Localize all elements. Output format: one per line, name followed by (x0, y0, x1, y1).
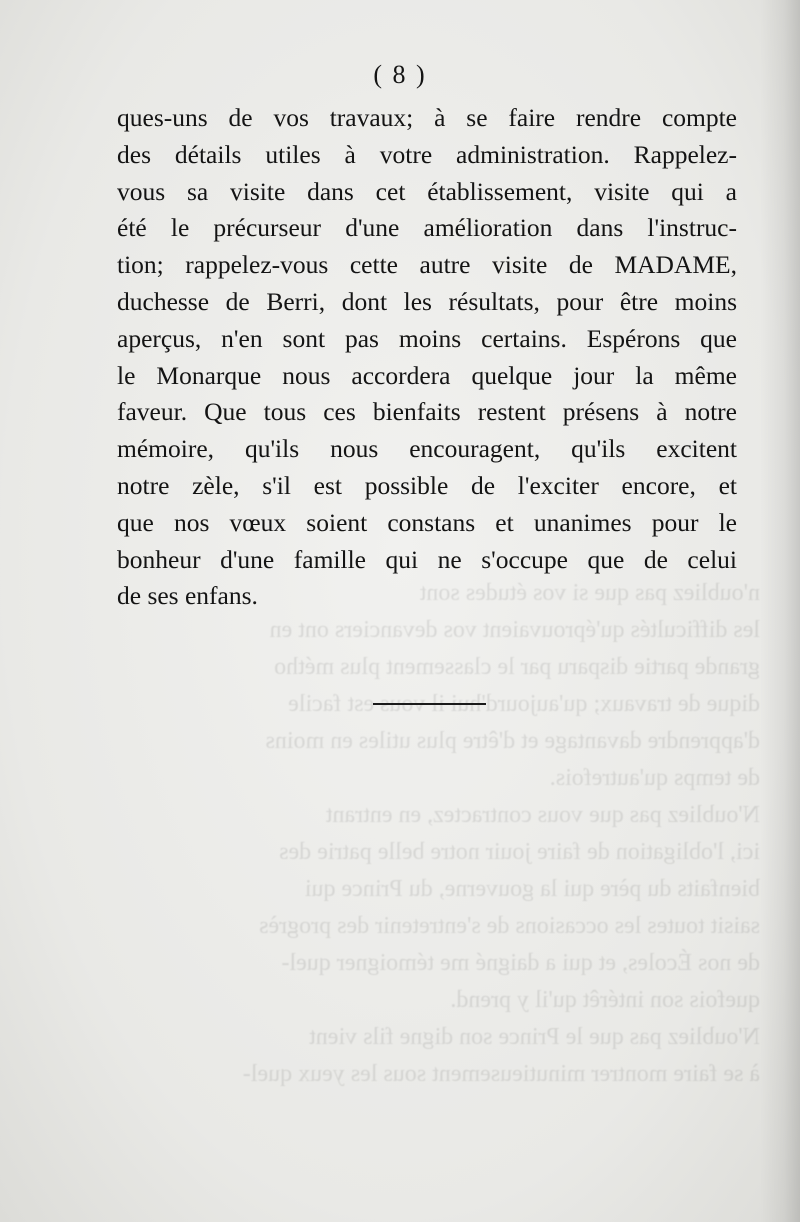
body-paragraph (117, 100, 737, 615)
section-divider-rule (373, 703, 486, 705)
text-line: aperçus, n'en sont pas moins certains. Espérons que (117, 323, 737, 353)
text-line: ques-uns de vos travaux; à se faire rendre compte (117, 103, 737, 132)
text-line: des détails utiles à votre administration. Rappelez- (117, 139, 737, 169)
text-line: le Monarque nous accordera quelque jour la même (117, 360, 737, 390)
text-line: vous sa visite dans cet établissement, visite qui a (117, 176, 737, 206)
text-line: faveur. Que tous ces bienfaits restent présens à notre (117, 397, 737, 427)
page-number: ( 8 ) (373, 60, 427, 89)
text-line: tion; rappelez-vous cette autre visite de MADAME, (117, 250, 737, 280)
text-line: bonheur d'une famille qui ne s'occupe que de celui (117, 544, 737, 574)
page-edge-shadow (760, 0, 800, 1222)
text-line-last: de ses enfans. (117, 581, 258, 611)
text-line: été le précurseur d'une amélioration dans l'instruc- (117, 213, 737, 243)
text-line: notre zèle, s'il est possible de l'exciter encore, et (117, 470, 737, 500)
text-line: que nos vœux soient constans et unanimes pour le (117, 507, 737, 537)
text-line: duchesse de Berri, dont les résultats, pour être moins (117, 286, 737, 316)
text-line: mémoire, qu'ils nous encouragent, qu'ils excitent (117, 434, 737, 464)
bleed-through-texture: n'oubliez pas que si vos études sont les difficultés qu'éprouvaient vos devanciers ont en grande partie disparu par le classement plus métho dique de travaux; qu'aujourd'hui il vous est facile d'apprendre davantage et d'être plus utiles en moins de temps qu'autrefois. N'oubliez pas que vous contractez, en entrant ici, l'obligation de faire jouir notre belle patrie des bienfaits du père qui la gouverne, du Prince qui saisit toutes les occasions de s'entretenir des progrès de nos Écoles, et qui a daigné me témoigner quel- quefois son intérêt qu'il y prend. N'oubliez pas que le Prince son digne fils vient à se faire montrer minutieusement sous les yeux quel- (242, 580, 760, 1087)
